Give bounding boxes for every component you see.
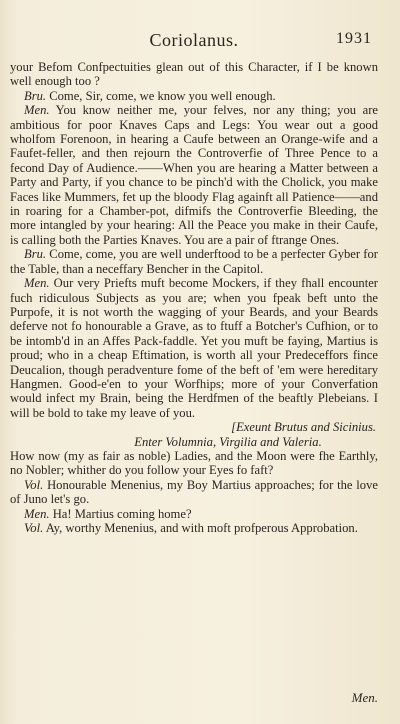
- catchword: Men.: [351, 690, 378, 705]
- speaker-name: Men.: [24, 276, 50, 291]
- speech-continuation: [10, 60, 378, 89]
- speaker-name: Vol.: [24, 521, 44, 535]
- speech-continuation: [10, 449, 378, 478]
- speech: [10, 276, 378, 420]
- play-text: [10, 60, 378, 535]
- page-number: 1931: [336, 30, 372, 47]
- speaker-name: Bru.: [24, 247, 47, 262]
- speech: [10, 89, 378, 103]
- speech: [10, 521, 378, 535]
- speech-text: You know neither me, your felves, nor any thing; you are ambitious for poor Knaves Caps and Legs: You wear out a good wholfom Forenoon, in hearing a Caufe between an Orange-wife and a Faufet-feller, and then rejourn the Controverfie of Three Pence to a fecond Day of Audience.——When you are hearing a Matter between a Party and Party, if you chance to be pinch'd with the Cholick, you make Faces like Mummers, fet up the bloody Flag againft all Patience——and in roaring for a Chamber-pot, difmifs the Controverfie Bleeding, the more intangled by your hearing: All the Peace you make in their Caufe, is calling both the Parties Knaves. You are a pair of ftrange Ones.: [10, 103, 378, 247]
- speaker-name: Vol.: [24, 477, 44, 492]
- page-header: [10, 20, 378, 60]
- speaker-name: Bru.: [24, 88, 47, 103]
- speech-text: Our very Priefts muft become Mockers, if they fhall encounter fuch ridiculous Subjects as you are; when you fpeak beft unto the Purpofe, it is not worth the wagging of your Beards, and your Beards deferve not fo honourable a Grave, as to ftuff a Botcher's Cufhion, or to be intomb'd in an Affes Pack-faddle. Yet you muft be faying, Martius is proud; who in a cheap Eftimation, is worth all your Predeceffors fince Deucalion, though peradventure fome of the beft of 'em were hereditary Hangmen. Good-e'en to your Worfhips; more of your Converfation would infect my Brain, being the Herdfmen of the beaftly Plebeians. I will be bold to take my leave of you.: [10, 276, 378, 420]
- speech-text: How now (my as fair as noble) Ladies, and the Moon were fhe Earthly, no Nobler; whither do you follow your Eyes fo faft?: [10, 448, 378, 478]
- speech-text: your Befom Confpectuities glean out of this Character, if I be known well enough too ?: [10, 60, 378, 89]
- speech-text: Come, Sir, come, we know you well enough.: [49, 88, 276, 103]
- speech-text: Ha! Martius coming home?: [52, 506, 192, 521]
- running-title: Coriolanus.: [149, 30, 239, 50]
- speaker-name: Men.: [24, 103, 50, 118]
- speech-text: Honourable Menenius, my Boy Martius approaches; for the love of Juno let's go.: [10, 477, 378, 507]
- speech: [10, 507, 378, 521]
- stage-direction-enter: Enter Volumnia, Virgilia and Valeria.: [134, 434, 322, 449]
- speech-text: Come, come, you are well underftood to be a perfecter Gyber for the Table, than a neceffary Bencher in the Capitol.: [10, 247, 378, 276]
- speech-text: Ay, worthy Menenius, and with moft profperous Approbation.: [45, 521, 358, 535]
- stage-direction-exeunt: [Exeunt Brutus and Sicinius.: [231, 420, 376, 435]
- speech: [10, 247, 378, 276]
- speech: [10, 103, 378, 247]
- speech: [10, 478, 378, 507]
- speaker-name: Men.: [24, 506, 50, 521]
